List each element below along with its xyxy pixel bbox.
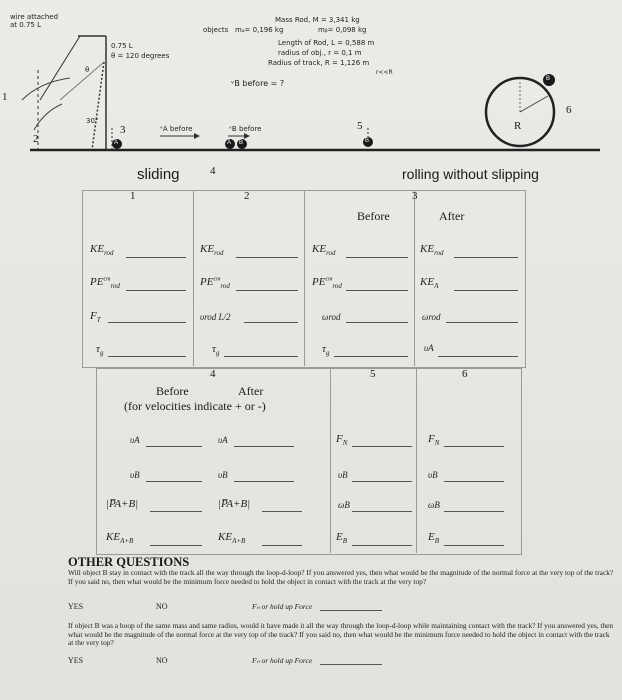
table2-before: Before (156, 384, 189, 398)
object-b-marker-2: B (365, 138, 370, 144)
mass-rod: Mass Rod, M = 3,341 kg (275, 16, 360, 24)
point-2: 2 (33, 133, 39, 145)
sliding-label: sliding (137, 166, 180, 183)
vb-before-question: ᵛB before = ? (231, 79, 285, 88)
momentum-ab-after: |P̅A+B| (218, 498, 251, 510)
table1-before: Before (357, 209, 390, 223)
v-b-5: υB (338, 470, 348, 480)
ke-rod-2: $KE_{rod}$ (200, 243, 224, 258)
q2-yes: YES (68, 656, 84, 665)
object-b-marker: B (239, 140, 244, 146)
velocity-sign-note: (for velocities indicate + or -) (124, 399, 266, 413)
omega-b-6: ωB (428, 500, 440, 510)
r-much-less-R: r<<R (376, 69, 393, 76)
track-radius-R: R (514, 120, 522, 132)
point-4: 4 (210, 165, 216, 177)
physics-diagram (0, 0, 622, 160)
theta-label: θ = 120 degrees (111, 52, 170, 60)
table2-after: After (238, 384, 264, 398)
omega-rod-before: ωrod (322, 312, 341, 322)
object-a-marker-2: A (227, 140, 232, 146)
q2-force-label: Fₙ or hold up Force (252, 656, 313, 665)
object-a-marker: A (114, 140, 119, 146)
ke-rod-3: $KE_{rod}$ (312, 243, 336, 258)
q1-force-label: Fₙ or hold up Force (252, 602, 313, 611)
object-b-marker-top: B (546, 76, 551, 82)
omega-rod-after: ωrod (422, 312, 441, 322)
energy-b-5: $E_B$ (336, 531, 348, 546)
ke-ab-before: $KE_{A+B}$ (106, 531, 134, 546)
v-b-after: υB (218, 470, 228, 480)
table2-col-4: 4 (210, 368, 216, 380)
momentum-ab-before: |P̅A+B| (106, 498, 139, 510)
torque-gravity-2: $\tau_g$ (212, 343, 220, 358)
omega-b-5: ωB (338, 500, 350, 510)
table2-col-5: 5 (370, 368, 376, 380)
ke-ab-after: $KE_{A+B}$ (218, 531, 246, 546)
q1-yes: YES (68, 602, 84, 611)
length-rod: Length of Rod, L = 0,588 m (278, 39, 375, 47)
v-a-after: υA (424, 343, 434, 353)
question-2-text: If object B was a hoop of the same mass and same radius, would it have made it all the way through the loop-d-loop while maintaining contact with the track? If you answered yes, then what would be the magnitude of the normal force at the very top of the track? If you said no, then what would be the minimum force needed to hold the object in contact with the track at the very top? (68, 621, 614, 648)
table1-col-2: 2 (244, 190, 250, 202)
tension-force: $F_T$ (90, 310, 101, 325)
question-1-text: Will object B stay in contact with the track all the way through the loop-d-loop? If you answered yes, then what would be the magnitude of the normal force at the very top of the track? If you said no, then what would be the minimum force needed to hold the object in contact with the track at the very top? (68, 568, 614, 586)
radius-track: Radius of track, R = 1,126 m (268, 59, 370, 67)
pe-rod-1: $PE^{cm}_{rod}$ (90, 276, 120, 291)
table2-col-6: 6 (462, 368, 468, 380)
ke-rod-1: $KE_{rod}$ (90, 243, 114, 258)
q2-answer-line (320, 664, 382, 665)
objects-label: objects (203, 26, 229, 34)
energy-b-6: $E_B$ (428, 531, 440, 546)
va-before-label: ᵛA before (160, 125, 193, 133)
v-a-before-2: υA (130, 435, 140, 445)
table1-after: After (439, 209, 465, 223)
other-questions-title: OTHER QUESTIONS (68, 555, 190, 569)
point-1: 1 (2, 91, 8, 103)
mass-b: mᵦ= 0,098 kg (318, 26, 367, 34)
ke-a: $KE_A$ (420, 276, 439, 291)
table1-col-3: 3 (412, 190, 418, 202)
q2-no: NO (156, 656, 168, 665)
normal-force-5: $F_N$ (336, 433, 348, 448)
point-3: 3 (120, 124, 126, 136)
length-mark: 0.75 L (111, 42, 133, 50)
theta-symbol: θ (85, 66, 90, 74)
angle-30: 30° (86, 117, 99, 125)
point-5: 5 (357, 120, 363, 132)
normal-force-6: $F_N$ (428, 433, 440, 448)
rolling-label: rolling without slipping (402, 166, 539, 182)
torque-gravity-3: $\tau_g$ (322, 343, 330, 358)
mass-a: mₐ= 0,196 kg (235, 26, 284, 34)
q1-answer-line (320, 610, 382, 611)
v-b-before: υB (130, 470, 140, 480)
point-6: 6 (566, 104, 572, 116)
wire-height-label: at 0.75 L (10, 21, 41, 29)
vb-before-label: ᵛB before (229, 125, 262, 133)
q1-no: NO (156, 602, 168, 611)
pe-rod-2: $PE^{cm}_{rod}$ (200, 276, 230, 291)
v-rod-half: υrod L/2 (200, 312, 231, 322)
wire-attached-label: wire attached (10, 13, 59, 21)
torque-gravity-1: $\tau_g$ (96, 343, 104, 358)
ke-rod-4: $KE_{rod}$ (420, 243, 444, 258)
table1-col-1: 1 (130, 190, 136, 202)
pe-rod-3: $PE^{cm}_{rod}$ (312, 276, 342, 291)
v-a-after-2: υA (218, 435, 228, 445)
v-b-6: υB (428, 470, 438, 480)
radius-object: radius of obj., r = 0,1 m (278, 49, 362, 57)
